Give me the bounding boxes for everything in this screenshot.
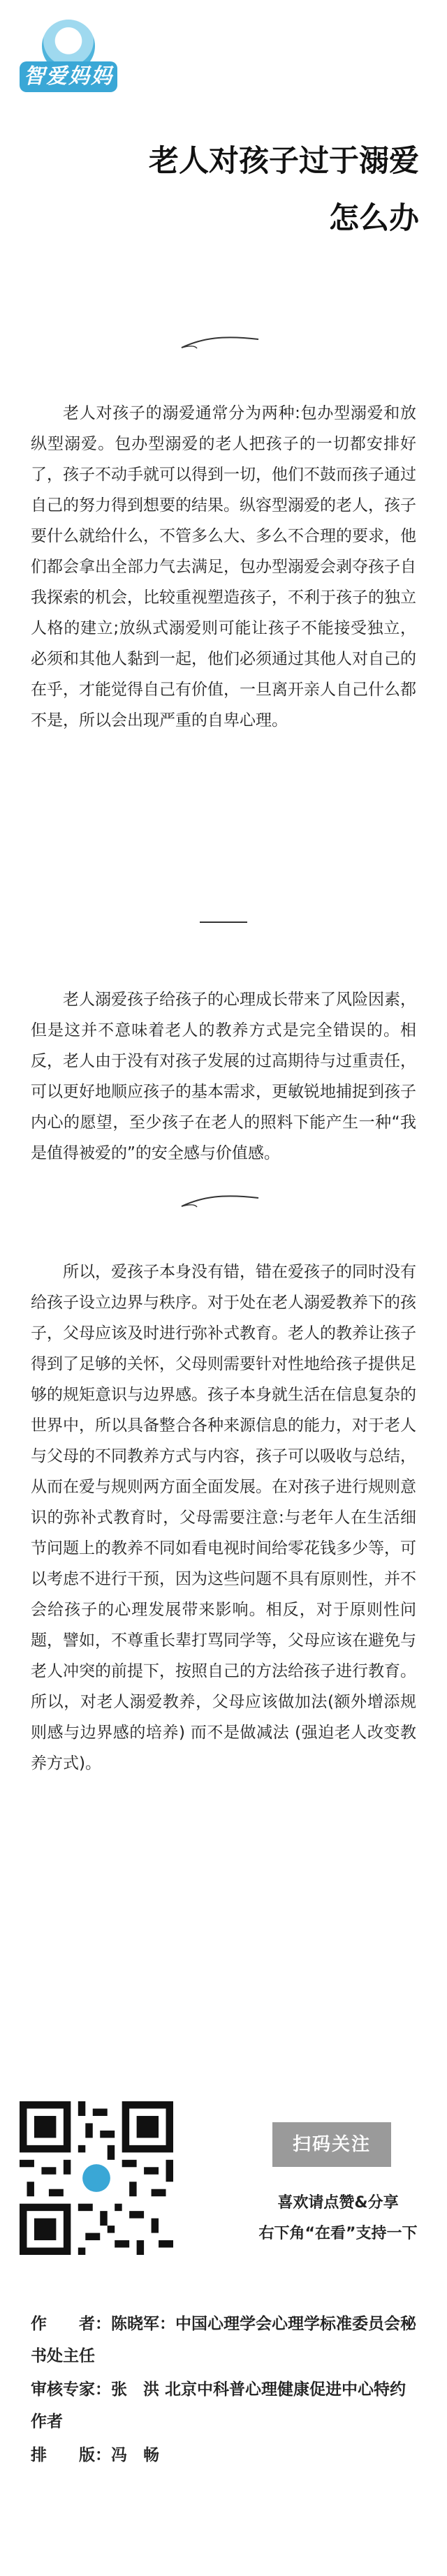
credit-layout: 排 版：冯 畅 — [31, 2446, 159, 2464]
decorative-swash-icon — [154, 1187, 293, 1215]
decorative-swash-icon — [154, 328, 293, 356]
follow-line-2: 右下角“在看”支持一下 — [258, 2225, 418, 2242]
article-title — [56, 133, 419, 247]
title-line-1: 老人对孩子过于溺爱 — [149, 144, 419, 179]
follow-line-1: 喜欢请点赞&分享 — [277, 2194, 399, 2212]
section-divider — [200, 921, 247, 923]
follow-button[interactable]: 扫码关注 — [272, 2122, 391, 2167]
brand-logo — [20, 20, 117, 102]
qr-code-icon[interactable] — [20, 2101, 173, 2255]
title-line-2: 怎么办 — [329, 201, 419, 236]
paragraph-3: 所以，爱孩子本身没有错，错在爱孩子的同时没有给孩子设立边界与秩序。对于处在老人溺爱教养下的孩子，父母应该及时进行弥补式教育。老人的教养让孩子得到了足够的关怀，父母则需要针对性地给孩子提供足够的规矩意识与边界感。孩子本身就生活在信息复杂的世界中，所以具备整合各种来源信息的能力，对于老人与父母的不同教养方式与内容，孩子可以吸收与总结，从而在爱与规则两方面全面发展。在对孩子进行规则意识的弥补式教育时，父母需要注意:与老年人在生活细节问题上的教养不同如看电视时间给零花钱多少等，可以考虑不进行干预，因为这些问题不具有原则性，并不会给孩子的心理发展带来影响。相反，对于原则性问题，譬如，不尊重长辈打骂同学等，父母应该在避免与老人冲突的前提下，按照自己的方法给孩子进行教育。所以，对老人溺爱教养，父母应该做加法(额外增添规则感与边界感的培养) 而不是做减法 (强迫老人改变教养方式)。 — [31, 1263, 416, 1772]
credit-author: 作 者：陈晓军：中国心理学会心理学标准委员会秘书处主任 — [31, 2315, 416, 2365]
paragraph-2: 老人溺爱孩子给孩子的心理成长带来了风险因素，但是这并不意味着老人的教养方式是完全错误的。相反，老人由于没有对孩子发展的过高期待与过重责任，可以更好地顺应孩子的基本需求，更敏锐地捕捉到孩子内心的愿望，至少孩子在老人的照料下能产生一种“我是值得被爱的”的安全感与价值感。 — [31, 991, 416, 1162]
logo-text: 智爱妈妈 — [20, 61, 117, 92]
paragraph-1: 老人对孩子的溺爱通常分为两种:包办型溺爱和放纵型溺爱。包办型溺爱的老人把孩子的一切都安排好了，孩子不动手就可以得到一切，他们不鼓而孩子通过自己的努力得到想要的结果。纵容型溺爱的老人，孩子要什么就给什么，不管多么大、多么不合理的要求，他们都会拿出全部力气去满足，包办型溺爱会剥夺孩子自我探索的机会，比较重视塑造孩子，不利于孩子的独立人格的建立;放纵式溺爱则可能让孩子不能接受独立，必须和其他人黏到一起，他们必须通过其他人对自己的在乎，才能觉得自己有价值，一旦离开亲人自己什么都不是，所以会出现严重的自卑心理。 — [31, 404, 416, 730]
credit-reviewer: 审核专家：张 洪 北京中科普心理健康促进中心特约作者 — [31, 2381, 406, 2431]
